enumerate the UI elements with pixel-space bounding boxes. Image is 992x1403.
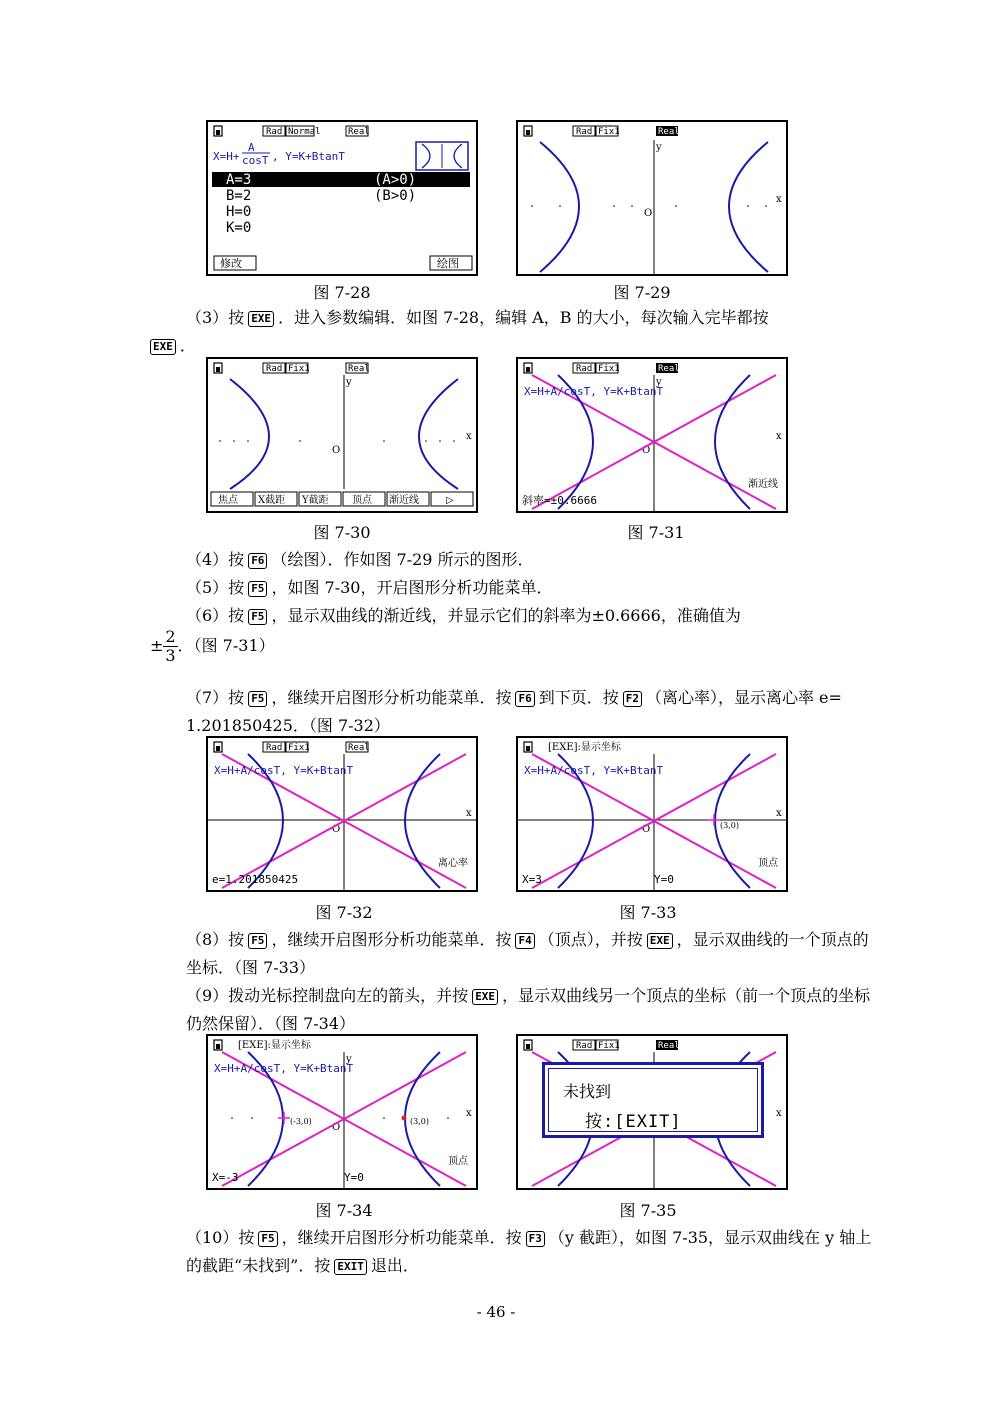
screen-fig-7-33 [516,736,788,892]
vertex-point-label: (3,0) [720,821,739,830]
vertex-label: 顶点 [448,1156,468,1167]
x-readout: X=3 [522,873,542,886]
status-real: Real [348,743,370,753]
exe-key: EXE [472,989,498,1005]
x-label: x [466,808,472,819]
status-fix: Fix1 [598,364,620,374]
formula: X=H+A/cosT, Y=K+BtanT [214,764,354,777]
status-rad: Rad [576,364,593,374]
formula: X=H+A/cosT, Y=K+BtanT [214,1062,354,1075]
origin: O [332,445,341,456]
param-a-cond: (A>0) [374,172,417,188]
y-readout: Y=0 [654,873,674,886]
para-10: （10）按 F5 ，继续开启图形分析功能菜单．按 F3 （y 截距），如图 7-35，显示双曲线在 y 轴上的截距“未找到”．按 EXIT 退出． [186,1228,872,1275]
caption-7-29: 图 7-29 [613,283,671,302]
param-h: H=0 [226,204,252,220]
menu-focus: 焦点 [218,495,238,506]
para-6: （6）按 F5 ，显示双曲线的渐近线，并显示它们的斜率为±0.6666，准确值为 [186,606,741,625]
caption-7-32: 图 7-32 [315,903,373,922]
menu-draw: 绘图 [437,257,459,270]
screen-title: [EXE]:显示坐标 [548,742,621,753]
screen-fig-7-29 [516,120,788,276]
fraction-2-3: $\frac{2}{3}$ [165,627,176,665]
status-rad: Rad [576,1041,593,1051]
vertex-left-label: (-3,0) [290,1117,312,1126]
origin: O [332,1122,341,1133]
status-fix: Fix1 [598,127,620,137]
screen-fig-7-30 [206,357,478,513]
status-rad: Rad [576,127,593,137]
param-a: A=3 [226,172,252,188]
menu-vertex: 顶点 [352,495,372,506]
menu-next: ▷ [446,495,454,506]
origin: O [332,824,341,835]
f5-key: F5 [248,933,267,949]
not-found-dialog [542,1062,764,1138]
param-b-cond: (B>0) [374,188,417,204]
para-3: （3）按 EXE ．进入参数编辑．如图 7-28，编辑 A，B 的大小，每次输入完毕都按 [186,308,769,327]
caption-7-31: 图 7-31 [627,523,685,542]
status-rad: Rad [266,127,283,137]
dialog-hint: 按:[EXIT] [585,1112,682,1132]
caption-7-35: 图 7-35 [619,1201,677,1220]
f5-key: F5 [248,691,267,707]
x-readout: X=-3 [212,1171,239,1184]
eccentricity-readout: e=1.201850425 [212,873,299,886]
asymptote-label: 渐近线 [748,479,778,490]
caption-7-28: 图 7-28 [313,283,371,302]
formula: X=H+A/cosT, Y=K+BtanT [524,385,664,398]
exit-key: EXIT [334,1259,367,1275]
x-label: x [776,808,782,819]
f4-key: F4 [515,933,534,949]
menu-asymptote: 渐近线 [389,495,419,506]
formula-lead: X=H+ [213,150,240,163]
screen-title: [EXE]:显示坐标 [238,1040,311,1051]
y-label: y [656,142,662,153]
para-6-cont: ± $\frac{2}{3}$ ．（图 7-31） [150,627,275,665]
dialog-message: 未找到 [563,1082,612,1101]
x-label: x [466,1108,472,1119]
status-normal: Normal [288,127,321,137]
param-b: B=2 [226,188,252,204]
para-4: （4）按 F6 （绘图）．作如图 7-29 所示的图形． [186,550,534,569]
status-real: Real [348,364,370,374]
para-9: （9）拨动光标控制盘向左的箭头，并按 EXE ，显示双曲线另一个顶点的坐标（前一个顶点的坐标仍然保留）．（图 7-34） [186,986,871,1033]
x-label: x [466,431,472,442]
slope-readout: 斜率=±0.6666 [522,494,597,507]
x-label: x [776,431,782,442]
status-fix: Fix1 [288,364,310,374]
status-fix: Fix1 [598,1041,620,1051]
vertex-label: 顶点 [758,858,778,869]
y-readout: Y=0 [344,1171,364,1184]
menu-x-intercept: X截距 [258,495,286,506]
caption-7-30: 图 7-30 [313,523,371,542]
formula-num: A [248,141,255,154]
y-label: y [346,377,352,388]
screen-fig-7-28 [206,120,478,276]
y-label: y [346,1054,352,1065]
menu-y-intercept: Y截距 [302,495,329,506]
y-label: y [656,377,662,388]
f6-key: F6 [515,691,534,707]
param-k: K=0 [226,220,252,236]
status-rad: Rad [266,364,283,374]
screen-fig-7-31 [516,357,788,513]
status-real: Real [658,364,680,374]
page-number: - 46 - [476,1303,516,1321]
screen-fig-7-32 [206,736,478,892]
origin: O [642,824,651,835]
f5-key: F5 [248,581,267,597]
formula: X=H+A/cosT, Y=K+BtanT [524,764,664,777]
para-8: （8）按 F5 ，继续开启图形分析功能菜单．按 F4 （顶点），并按 EXE ，显示双曲线的一个顶点的坐标．（图 7-33） [186,930,869,977]
para-3-cont: EXE ． [150,332,842,360]
status-rad: Rad [266,743,283,753]
menu-modify: 修改 [220,257,242,270]
formula-tail: , Y=K+BtanT [272,150,345,163]
f5-key: F5 [258,1231,277,1247]
eccentricity-label: 离心率 [438,858,468,869]
exe-key: EXE [647,933,673,949]
para-5: （5）按 F5 ，如图 7-30，开启图形分析功能菜单． [186,578,553,597]
f6-key: F6 [248,553,267,569]
status-real: Real [348,127,370,137]
origin: O [644,208,653,219]
f2-key: F2 [623,691,642,707]
origin: O [642,445,651,456]
x-label: x [776,194,782,205]
caption-7-34: 图 7-34 [315,1201,373,1220]
f3-key: F3 [526,1231,545,1247]
screen-fig-7-35 [516,1034,788,1190]
exe-key: EXE [248,311,274,327]
formula-den: cosT [242,154,269,167]
x-label: x [776,1108,782,1119]
screen-fig-7-34 [206,1034,478,1190]
caption-7-33: 图 7-33 [619,903,677,922]
status-real: Real [658,1041,680,1051]
status-fix: Fix1 [288,743,310,753]
exe-key: EXE [150,339,176,355]
vertex-right-label: (3,0) [410,1117,429,1126]
status-real: Real [658,127,680,137]
para-7: （7）按 F5 ，继续开启图形分析功能菜单．按 F6 到下页．按 F2 （离心率），显示离心率 e= 1.201850425．（图 7-32） [186,688,842,735]
f5-key: F5 [248,609,267,625]
